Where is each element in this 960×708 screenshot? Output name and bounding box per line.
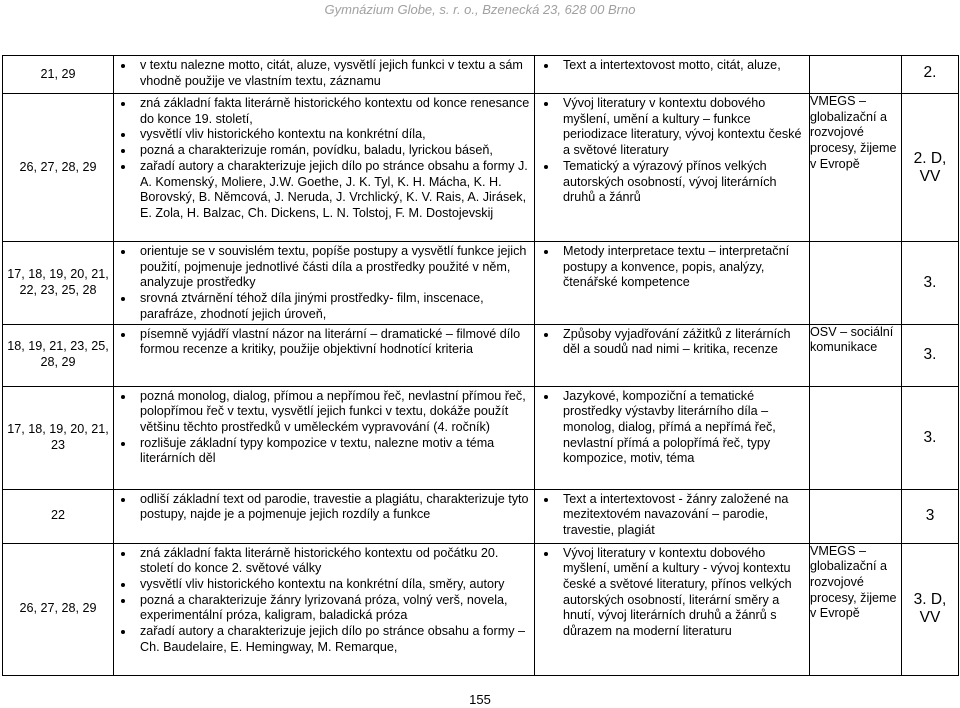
topics xyxy=(535,386,810,489)
outcome-item: pozná a charakterizuje román, povídku, baladu, lyrickou báseň, xyxy=(140,143,530,159)
cross-curricular-theme: OSV – sociální komunikace xyxy=(810,324,902,386)
grade-cell: 2. D, VV xyxy=(902,94,959,242)
grade-cell: 3 xyxy=(902,489,959,543)
outcome-item: pozná a charakterizuje žánry lyrizovaná próza, volný verš, novela, experimentální próza, kaligram, baladická próza xyxy=(140,593,530,624)
learning-outcomes xyxy=(114,56,535,94)
table-row xyxy=(3,242,959,325)
learning-outcomes xyxy=(114,543,535,675)
table-row xyxy=(3,543,959,675)
outcome-item: zná základní fakta literárně historického kontextu od konce renesance do konce 19. století, xyxy=(140,96,530,126)
table-row xyxy=(3,386,959,489)
outcome-item: vysvětlí vliv historického kontextu na konkrétní díla, směry, autory xyxy=(140,577,530,593)
topic-item: Jazykové, kompoziční a tematické prostředky výstavby literárního díla – monolog, dialog, přímá a nepřímá řeč, nevlastní přímá a polopřímá řeč, typy kompozice, motiv, téma xyxy=(563,389,805,468)
reference-numbers: 26, 27, 28, 29 xyxy=(3,543,114,675)
outcome-item: odliší základní text od parodie, travestie a plagiátu, charakterizuje tyto postupy, najde je a pojmenuje jejich rozdíly a funkce xyxy=(140,491,529,522)
cross-curricular-theme xyxy=(810,242,902,325)
grade-cell: 3. xyxy=(902,242,959,325)
cross-curricular-theme: VMEGS – globalizační a rozvojové procesy, žijeme v Evropě xyxy=(810,543,902,675)
outcome-item: vysvětlí vliv historického kontextu na konkrétní díla, xyxy=(140,127,530,143)
outcome-item: rozlišuje základní typy kompozice v textu, nalezne motiv a téma literárních děl xyxy=(140,436,530,467)
topics xyxy=(535,324,810,386)
outcome-item: písemně vyjádří vlastní názor na literární – dramatické – filmové dílo formou recenze a kritiky, použije objektivní hodnotící kriteria xyxy=(140,327,530,358)
curriculum-table xyxy=(2,55,959,676)
page-number: 155 xyxy=(469,692,491,707)
table-row xyxy=(3,489,959,543)
grade-cell: 3. xyxy=(902,324,959,386)
grade-cell: 2. xyxy=(902,56,959,94)
grade-cell: 3. xyxy=(902,386,959,489)
table-row xyxy=(3,324,959,386)
outcome-item: srovná ztvárnění téhož díla jinými prostředky- film, inscenace, parafráze, zhodnotí jejich úroveň, xyxy=(140,291,530,322)
table-row xyxy=(3,56,959,94)
page-header: Gymnázium Globe, s. r. o., Bzenecká 23, 628 00 Brno xyxy=(324,2,636,17)
topic-item: Metody interpretace textu – interpretační postupy a konvence, popis, analýzy, čtenářské kompetence xyxy=(563,244,805,291)
reference-numbers: 22 xyxy=(3,489,114,543)
topics xyxy=(535,242,810,325)
outcome-item: orientuje se v souvislém textu, popíše postupy a vysvětlí funkce jejich použití, pojmenuje jednotlivé části díla a prostředky použité v něm, analyzuje prostředky xyxy=(140,244,530,291)
topics xyxy=(535,56,810,94)
table-row xyxy=(3,94,959,242)
topics xyxy=(535,543,810,675)
outcome-item: zařadí autory a charakterizuje jejich dílo po stránce obsahu a formy – Ch. Baudelaire, E. Hemingway, M. Remarque, xyxy=(140,624,530,655)
cross-curricular-theme xyxy=(810,56,902,94)
reference-numbers: 17, 18, 19, 20, 21, 22, 23, 25, 28 xyxy=(3,242,114,325)
reference-numbers: 21, 29 xyxy=(3,56,114,94)
reference-numbers: 18, 19, 21, 23, 25, 28, 29 xyxy=(3,324,114,386)
outcome-item: zařadí autory a charakterizuje jejich dílo po stránce obsahu a formy J. A. Komenský, Moliere, J.W. Goethe, J. K. Tyl, K. H. Mácha, K. H. Borovský, B. Němcová, J. Neruda, J. Vrchlický, K. V. Rais, A. Jirásek, E. Zola, H. Balzac, Ch. Dickens, L. N. Tolstoj, F. M. Dostojevskij xyxy=(140,159,530,222)
outcome-item: zná základní fakta literárně historického kontextu od počátku 20. století do konce 2. světové války xyxy=(140,546,530,577)
cross-curricular-theme xyxy=(810,489,902,543)
grade-cell: 3. D, VV xyxy=(902,543,959,675)
topics xyxy=(535,489,810,543)
learning-outcomes xyxy=(114,242,535,325)
outcome-item: pozná monolog, dialog, přímou a nepřímou řeč, nevlastní přímou řeč, polopřímou řeč v textu, vysvětlí jejich funkci v textu, dokáže použít většinu těchto prostředků v uměleckém vypravování (4. ročník) xyxy=(140,389,530,436)
reference-numbers: 17, 18, 19, 20, 21, 23 xyxy=(3,386,114,489)
learning-outcomes xyxy=(114,489,535,543)
topics xyxy=(535,94,810,242)
reference-numbers: 26, 27, 28, 29 xyxy=(3,94,114,242)
learning-outcomes xyxy=(114,94,535,242)
learning-outcomes xyxy=(114,324,535,386)
cross-curricular-theme: VMEGS – globalizační a rozvojové procesy, žijeme v Evropě xyxy=(810,94,902,242)
outcome-item: v textu nalezne motto, citát, aluze, vysvětlí jejich funkci v textu a sám vhodně použije ve vlastním textu, záznamu xyxy=(140,58,530,89)
cross-curricular-theme xyxy=(810,386,902,489)
learning-outcomes xyxy=(114,386,535,489)
topic-item: Vývoj literatury v kontextu dobového myšlení, umění a kultury - vývoj kontextu české a světové literatury, přínos velkých autorských osobností, literární směry a hnutí, vývoj literárních druhů a žánrů s důrazem na moderní literaturu xyxy=(563,546,805,640)
topic-item: Tematický a výrazový přínos velkých autorských osobností, vývoj literárních druhů a žánrů xyxy=(563,159,805,206)
topic-item: Text a intertextovost - žánry založené na mezitextovém navazování – parodie, travestie, plagiát xyxy=(563,492,805,539)
topic-item: Způsoby vyjadřování zážitků z literárních děl a soudů nad nimi – kritika, recenze xyxy=(563,327,805,358)
topic-item: Text a intertextovost motto, citát, aluze, xyxy=(563,58,805,74)
topic-item: Vývoj literatury v kontextu dobového myšlení, umění a kultury – funkce periodizace literatury, vývoj kontextu české a světové literatury xyxy=(563,96,805,159)
